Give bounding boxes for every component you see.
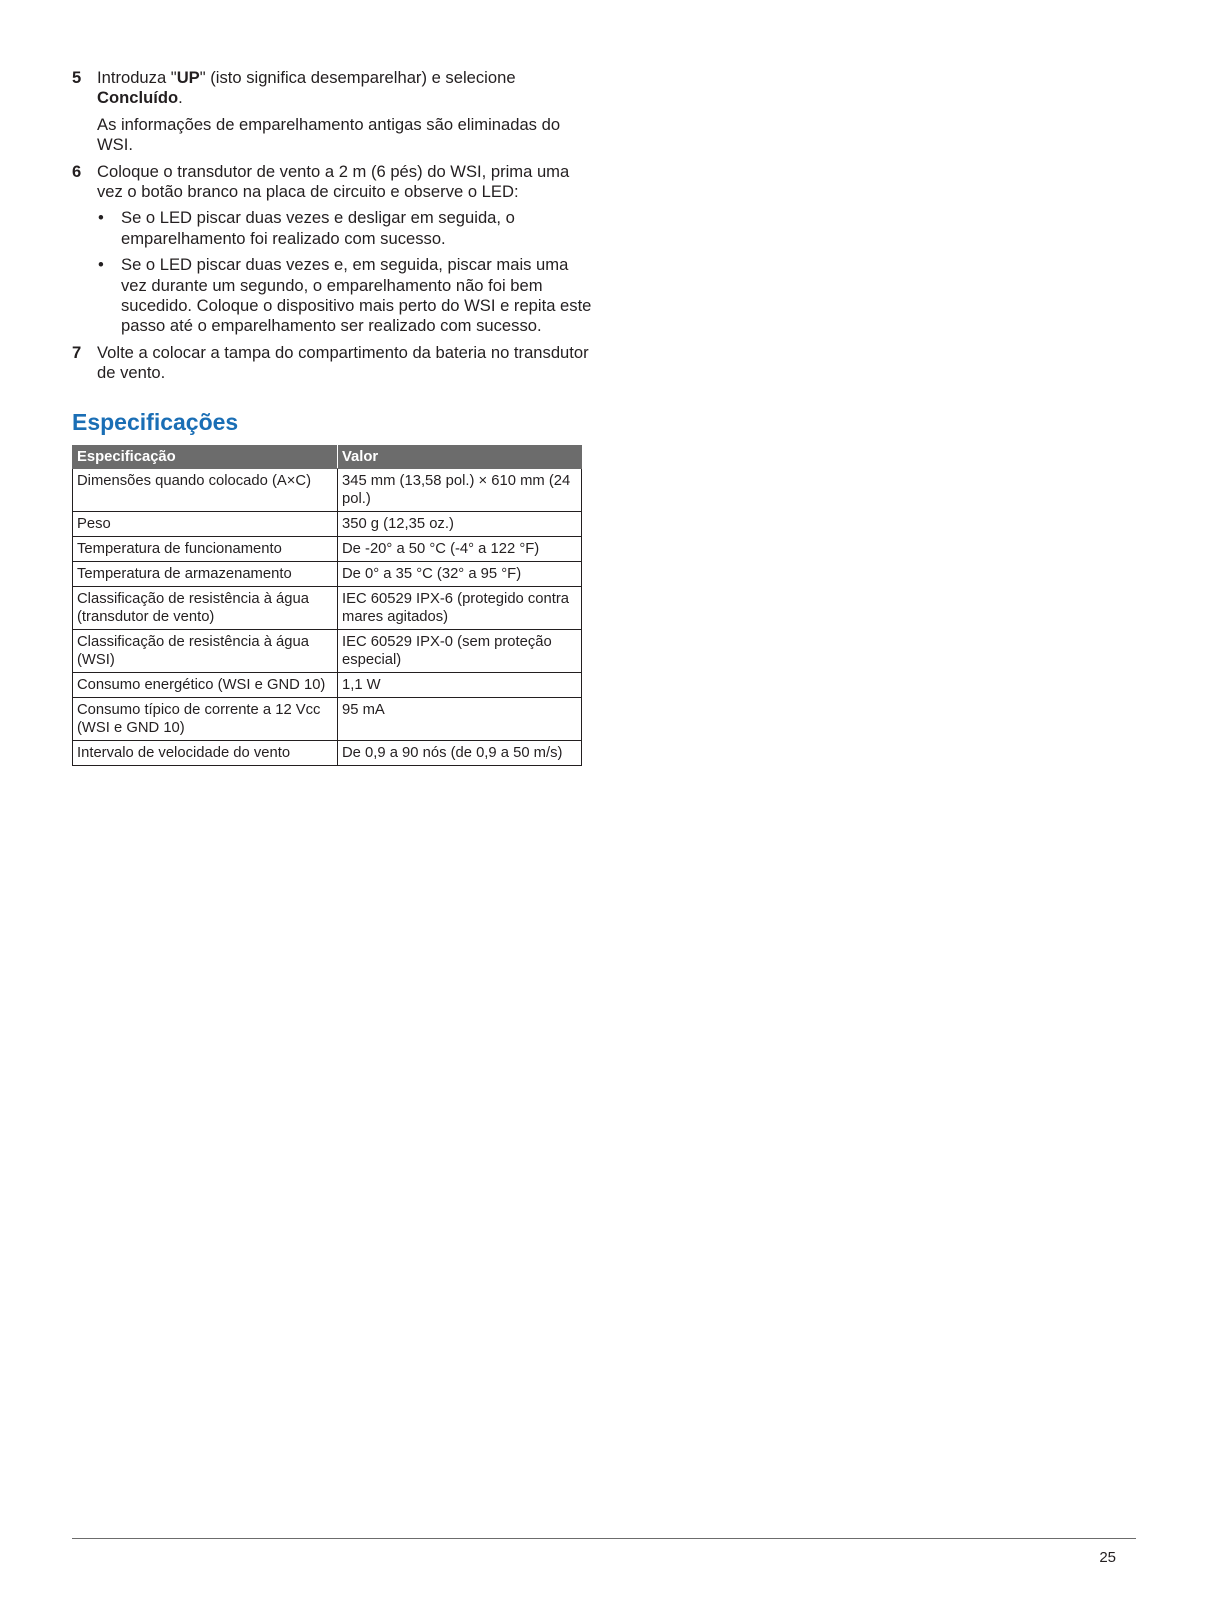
footer-divider	[72, 1538, 1136, 1539]
table-row	[73, 672, 582, 697]
spec-value: De -20° a 50 °C (-4° a 122 °F)	[338, 536, 582, 561]
table-row	[73, 561, 582, 586]
list-item: • Se o LED piscar duas vezes e desligar em seguida, o emparelhamento foi realizado com sucesso.	[98, 208, 515, 248]
step-text: Volte a colocar a tampa do compartimento da bateria no transdutor de vento.	[97, 342, 589, 383]
table-row	[73, 468, 582, 511]
step-number: 6	[72, 161, 82, 181]
column-header-spec: Especificação	[73, 445, 338, 468]
spec-value: 345 mm (13,58 pol.) × 610 mm (24 pol.)	[338, 468, 582, 511]
content-column	[72, 68, 592, 766]
spec-name: Classificação de resistência à água (transdutor de vento)	[73, 586, 338, 629]
spec-value: IEC 60529 IPX-6 (protegido contra mares agitados)	[338, 586, 582, 629]
spec-name: Dimensões quando colocado (A×C)	[73, 468, 338, 511]
page-number: 25	[1099, 1549, 1116, 1566]
table-row	[73, 586, 582, 629]
step-7	[72, 343, 592, 384]
step-result: As informações de emparelhamento antigas são eliminadas do WSI.	[97, 114, 561, 155]
table-row	[73, 511, 582, 536]
table-header-row	[73, 445, 582, 468]
spec-name: Temperatura de armazenamento	[73, 561, 338, 586]
specifications-table	[72, 445, 582, 766]
step-text: Introduza "UP" (isto significa desemparelhar) e selecione Concluído.	[97, 68, 516, 108]
step-number: 7	[72, 342, 82, 362]
spec-name: Consumo típico de corrente a 12 Vcc (WSI e GND 10)	[73, 697, 338, 740]
spec-value: 1,1 W	[338, 672, 582, 697]
spec-name: Classificação de resistência à água (WSI)	[73, 629, 338, 672]
spec-value: 350 g (12,35 oz.)	[338, 511, 582, 536]
table-row	[73, 536, 582, 561]
spec-value: De 0° a 35 °C (32° a 95 °F)	[338, 561, 582, 586]
spec-value: 95 mA	[338, 697, 582, 740]
option-concluido: Concluído	[97, 88, 179, 108]
table-row	[73, 629, 582, 672]
bullet-icon: •	[98, 208, 104, 228]
spec-name: Peso	[73, 511, 338, 536]
bullet-list	[97, 208, 592, 336]
list-item: • Se o LED piscar duas vezes e, em seguida, piscar mais uma vez durante um segundo, o emparelhamento não foi bem sucedido. Coloque o dispositivo mais perto do WSI e repita este passo até o emparelhamento ser realizado com sucesso.	[98, 255, 592, 336]
spec-name: Temperatura de funcionamento	[73, 536, 338, 561]
spec-name: Consumo energético (WSI e GND 10)	[73, 672, 338, 697]
spec-name: Intervalo de velocidade do vento	[73, 740, 338, 765]
column-header-value: Valor	[338, 445, 582, 468]
bullet-icon: •	[98, 255, 104, 275]
spec-value: IEC 60529 IPX-0 (sem proteção especial)	[338, 629, 582, 672]
spec-value: De 0,9 a 90 nós (de 0,9 a 50 m/s)	[338, 740, 582, 765]
step-6	[72, 162, 592, 337]
table-row	[73, 697, 582, 740]
section-title: Especificações	[72, 408, 239, 435]
step-5	[72, 68, 592, 156]
table-row	[73, 740, 582, 765]
step-text: Coloque o transdutor de vento a 2 m (6 pés) do WSI, prima uma vez o botão branco na placa de circuito e observe o LED:	[97, 161, 570, 202]
code-up: UP	[176, 68, 200, 87]
step-number: 5	[72, 68, 82, 87]
